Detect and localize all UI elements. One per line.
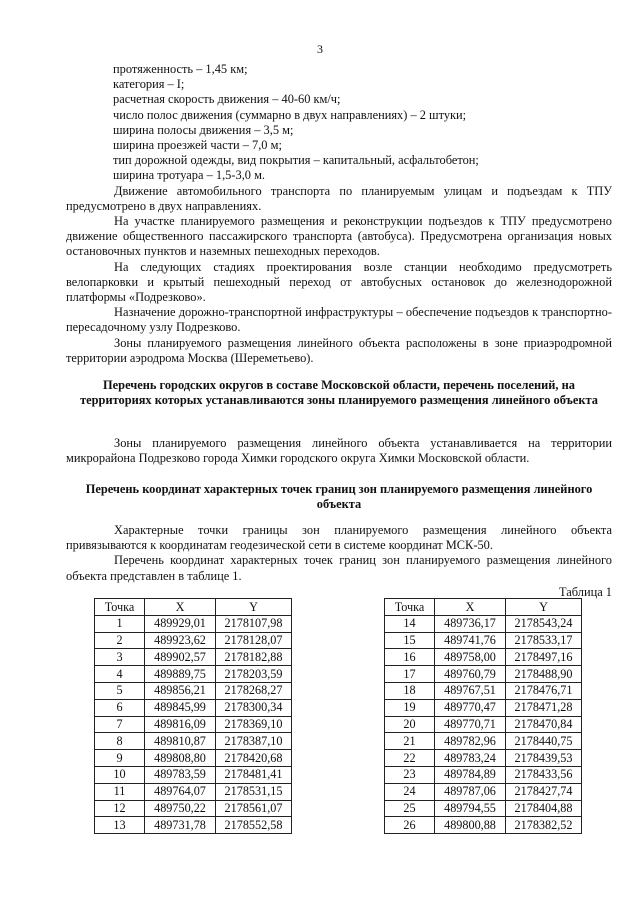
x-cell: 489787,06: [435, 783, 506, 800]
y-cell: 2178471,28: [506, 699, 582, 716]
section1-body: [66, 436, 612, 466]
page-number: 3: [317, 42, 323, 56]
y-cell: 2178543,24: [506, 615, 582, 632]
x-cell: 489800,88: [435, 817, 506, 834]
table-row: [385, 632, 582, 649]
y-cell: 2178497,16: [506, 649, 582, 666]
y-cell: 2178427,74: [506, 783, 582, 800]
point-cell: 9: [95, 750, 145, 767]
table-row: [95, 716, 292, 733]
paragraph: Зоны планируемого размещения линейного объекта устанавливается на территории микрорайона Подрезково города Химки городского округа Химки Московской области.: [66, 436, 612, 466]
paragraph: Зоны планируемого размещения линейного объекта расположены в зоне приаэродромной территории аэродрома Москва (Шереметьево).: [66, 335, 612, 365]
y-cell: 2178300,34: [216, 699, 292, 716]
table-row: [95, 666, 292, 683]
table-row: [95, 766, 292, 783]
y-cell: 2178128,07: [216, 632, 292, 649]
body-text: [66, 62, 612, 366]
x-cell: 489808,80: [145, 750, 216, 767]
header-x: X: [435, 599, 506, 616]
x-cell: 489736,17: [435, 615, 506, 632]
y-cell: 2178182,88: [216, 649, 292, 666]
point-cell: 4: [95, 666, 145, 683]
point-cell: 7: [95, 716, 145, 733]
point-cell: 25: [385, 800, 435, 817]
paragraph: Назначение дорожно-транспортной инфраструктуры – обеспечение подъездов к транспортно-пересадочному узлу Подрезково.: [66, 305, 612, 335]
x-cell: 489741,76: [435, 632, 506, 649]
point-cell: 16: [385, 649, 435, 666]
point-cell: 20: [385, 716, 435, 733]
point-cell: 5: [95, 682, 145, 699]
y-cell: 2178470,84: [506, 716, 582, 733]
table-row: [385, 817, 582, 834]
spec-item: расчетная скорость движения – 40-60 км/ч;: [113, 92, 341, 107]
y-cell: 2178433,56: [506, 766, 582, 783]
table-row: [95, 632, 292, 649]
y-cell: 2178404,88: [506, 800, 582, 817]
table-row: [95, 682, 292, 699]
point-cell: 24: [385, 783, 435, 800]
x-cell: 489845,99: [145, 699, 216, 716]
paragraph: На следующих стадиях проектирования возле станции необходимо предусмотреть велопарковки и крытый пешеходный переход от автобусных остановок до железнодорожной платформы «Подрезково».: [66, 259, 612, 305]
table-row: [385, 666, 582, 683]
paragraph: Перечень координат характерных точек границ зон планируемого размещения линейного объекта представлен в таблице 1.: [66, 553, 612, 583]
point-cell: 11: [95, 783, 145, 800]
x-cell: 489889,75: [145, 666, 216, 683]
y-cell: 2178561,07: [216, 800, 292, 817]
point-cell: 2: [95, 632, 145, 649]
y-cell: 2178439,53: [506, 750, 582, 767]
y-cell: 2178552,58: [216, 817, 292, 834]
y-cell: 2178476,71: [506, 682, 582, 699]
table-row: [95, 615, 292, 632]
spec-item: ширина полосы движения – 3,5 м;: [113, 122, 294, 137]
table-row: [385, 733, 582, 750]
table-row: [95, 817, 292, 834]
spec-item: тип дорожной одежды, вид покрытия – капитальный, асфальтобетон;: [113, 153, 479, 168]
table-row: [385, 699, 582, 716]
section2-heading: Перечень координат характерных точек границ зон планируемого размещения линейного объекта: [85, 482, 593, 511]
point-cell: 13: [95, 817, 145, 834]
paragraph: Характерные точки границы зон планируемого размещения линейного объекта привязываются к координатам геодезической сети в системе координат МСК-50.: [66, 523, 612, 553]
y-cell: 2178203,59: [216, 666, 292, 683]
road-specs-list: [66, 62, 612, 184]
x-cell: 489856,21: [145, 682, 216, 699]
header-point: Точка: [385, 599, 435, 616]
x-cell: 489770,47: [435, 699, 506, 716]
y-cell: 2178440,75: [506, 733, 582, 750]
point-cell: 8: [95, 733, 145, 750]
table-row: [385, 750, 582, 767]
table-row: [95, 699, 292, 716]
paragraph: Движение автомобильного транспорта по планируемым улицам и подъездам к ТПУ предусмотрено в двух направлениях.: [66, 183, 612, 213]
table-row: [385, 716, 582, 733]
table-row: [385, 615, 582, 632]
table-row: [385, 649, 582, 666]
header-y: Y: [216, 599, 292, 616]
point-cell: 18: [385, 682, 435, 699]
point-cell: 14: [385, 615, 435, 632]
point-cell: 1: [95, 615, 145, 632]
x-cell: 489750,22: [145, 800, 216, 817]
paragraph: На участке планируемого размещения и реконструкции подъездов к ТПУ предусмотрено движение общественного пассажирского транспорта (автобуса). Предусмотрена организация новых остановочных пунктов и наземных пешеходных переходов.: [66, 214, 612, 259]
y-cell: 2178268,27: [216, 682, 292, 699]
point-cell: 12: [95, 800, 145, 817]
point-cell: 22: [385, 750, 435, 767]
table-row: [95, 649, 292, 666]
x-cell: 489902,57: [145, 649, 216, 666]
x-cell: 489816,09: [145, 716, 216, 733]
table-row: [385, 766, 582, 783]
point-cell: 26: [385, 817, 435, 834]
point-cell: 23: [385, 766, 435, 783]
spec-item: ширина проезжей части – 7,0 м;: [113, 138, 282, 153]
y-cell: 2178533,17: [506, 632, 582, 649]
table-row: [385, 682, 582, 699]
x-cell: 489767,51: [435, 682, 506, 699]
x-cell: 489929,01: [145, 615, 216, 632]
point-cell: 3: [95, 649, 145, 666]
y-cell: 2178481,41: [216, 766, 292, 783]
x-cell: 489810,87: [145, 733, 216, 750]
x-cell: 489731,78: [145, 817, 216, 834]
point-cell: 10: [95, 766, 145, 783]
y-cell: 2178531,15: [216, 783, 292, 800]
table-row: [385, 783, 582, 800]
point-cell: 17: [385, 666, 435, 683]
spec-item: число полос движения (суммарно в двух направлениях) – 2 штуки;: [113, 107, 467, 122]
x-cell: 489783,59: [145, 766, 216, 783]
y-cell: 2178488,90: [506, 666, 582, 683]
point-cell: 15: [385, 632, 435, 649]
x-cell: 489782,96: [435, 733, 506, 750]
point-cell: 6: [95, 699, 145, 716]
section1-heading: Перечень городских округов в составе Московской области, перечень поселений, на территориях которых устанавливаются зоны планируемого размещения линейного объекта: [80, 378, 598, 407]
x-cell: 489758,00: [435, 649, 506, 666]
header-y: Y: [506, 599, 582, 616]
x-cell: 489760,79: [435, 666, 506, 683]
coordinates-table-left: [94, 598, 292, 834]
x-cell: 489770,71: [435, 716, 506, 733]
x-cell: 489784,89: [435, 766, 506, 783]
coordinates-table-right: [384, 598, 582, 834]
section2-body: [66, 523, 612, 584]
point-cell: 19: [385, 699, 435, 716]
x-cell: 489764,07: [145, 783, 216, 800]
table-caption: Таблица 1: [559, 585, 612, 599]
y-cell: 2178420,68: [216, 750, 292, 767]
table-row: [95, 750, 292, 767]
table-row: [95, 800, 292, 817]
header-x: X: [145, 599, 216, 616]
point-cell: 21: [385, 733, 435, 750]
header-point: Точка: [95, 599, 145, 616]
y-cell: 2178369,10: [216, 716, 292, 733]
x-cell: 489794,55: [435, 800, 506, 817]
table-row: [95, 783, 292, 800]
spec-item: ширина тротуара – 1,5-3,0 м.: [113, 168, 266, 183]
y-cell: 2178382,52: [506, 817, 582, 834]
spec-item: протяженность – 1,45 км;: [113, 62, 248, 76]
x-cell: 489923,62: [145, 632, 216, 649]
spec-item: категория – I;: [113, 77, 185, 92]
y-cell: 2178107,98: [216, 615, 292, 632]
x-cell: 489783,24: [435, 750, 506, 767]
table-row: [95, 733, 292, 750]
y-cell: 2178387,10: [216, 733, 292, 750]
table-row: [385, 800, 582, 817]
